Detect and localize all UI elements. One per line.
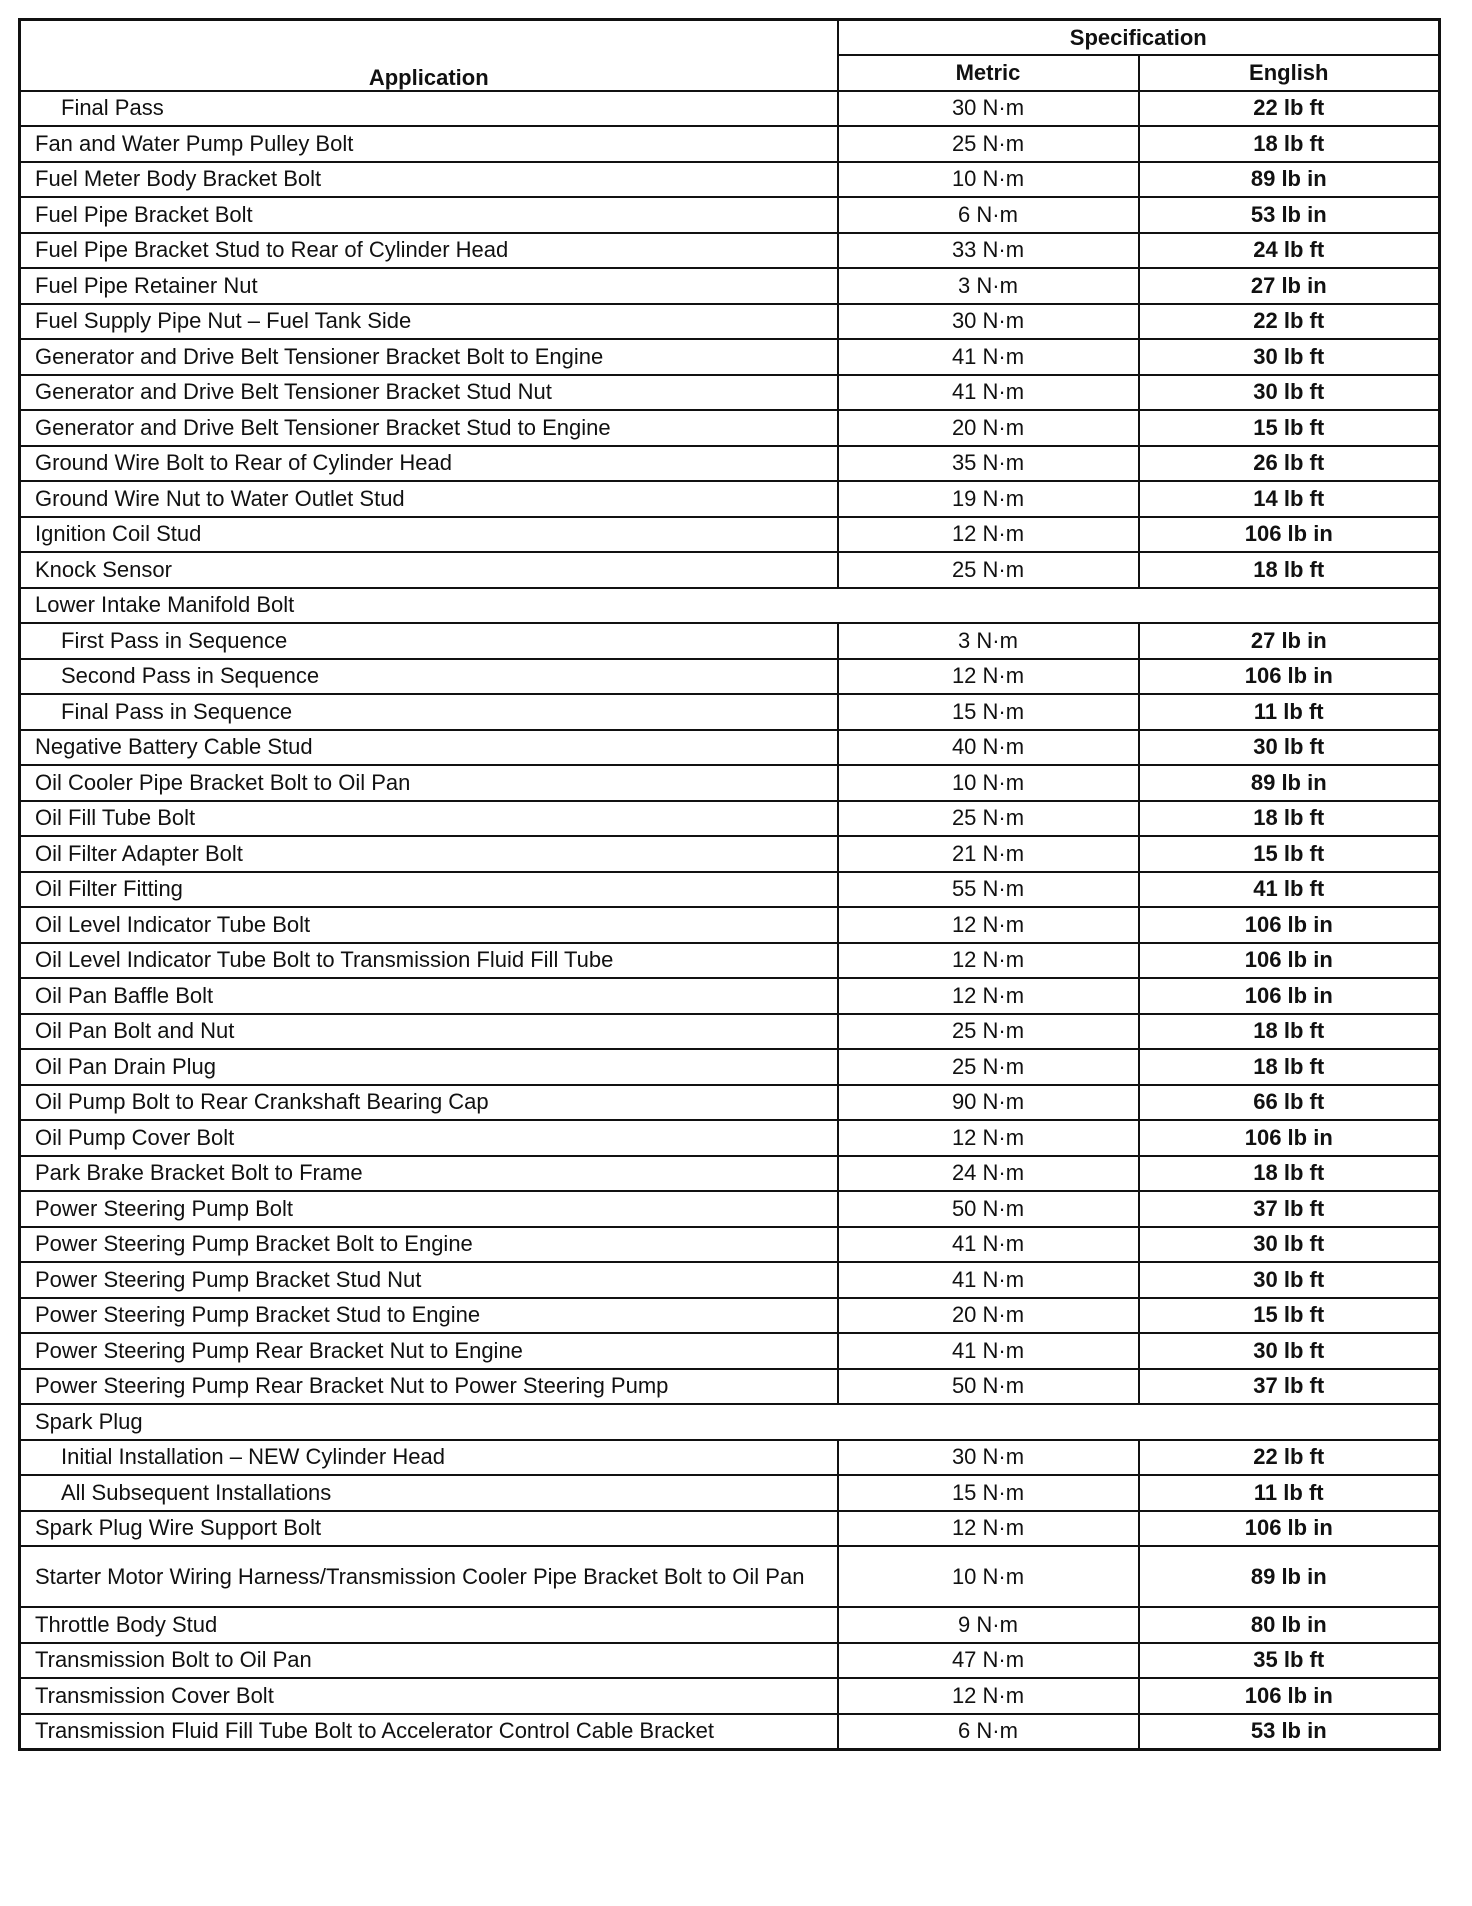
table-row (20, 659, 1440, 695)
table-row (20, 1262, 1440, 1298)
application-cell: Oil Level Indicator Tube Bolt to Transmission Fluid Fill Tube (20, 943, 838, 979)
table-header (20, 20, 1440, 91)
english-value-cell: 30 lb ft (1139, 1262, 1440, 1298)
english-value-cell: 89 lb in (1139, 1546, 1440, 1607)
application-cell: Generator and Drive Belt Tensioner Bracket Bolt to Engine (20, 339, 838, 375)
column-header-metric: Metric (838, 55, 1139, 91)
table-row (20, 304, 1440, 340)
application-cell: Park Brake Bracket Bolt to Frame (20, 1156, 838, 1192)
metric-value-cell: 20 N·m (838, 410, 1139, 446)
application-cell: Power Steering Pump Bracket Stud Nut (20, 1262, 838, 1298)
metric-value-cell: 10 N·m (838, 765, 1139, 801)
application-cell: Oil Level Indicator Tube Bolt (20, 907, 838, 943)
english-value-cell: 106 lb in (1139, 659, 1440, 695)
english-value-cell: 37 lb ft (1139, 1191, 1440, 1227)
metric-value-cell: 50 N·m (838, 1191, 1139, 1227)
application-cell: Oil Pump Cover Bolt (20, 1120, 838, 1156)
application-cell: Spark Plug Wire Support Bolt (20, 1511, 838, 1547)
metric-value-cell: 47 N·m (838, 1643, 1139, 1679)
metric-value-cell: 41 N·m (838, 339, 1139, 375)
metric-value-cell: 41 N·m (838, 1262, 1139, 1298)
english-value-cell: 11 lb ft (1139, 694, 1440, 730)
english-value-cell: 15 lb ft (1139, 1298, 1440, 1334)
application-cell: Oil Pan Baffle Bolt (20, 978, 838, 1014)
english-value-cell: 89 lb in (1139, 162, 1440, 198)
application-cell: Initial Installation – NEW Cylinder Head (20, 1440, 838, 1476)
table-row (20, 552, 1440, 588)
torque-spec-sheet (18, 18, 1438, 1751)
table-row (20, 375, 1440, 411)
table-row (20, 91, 1440, 127)
table-body (20, 91, 1440, 1750)
table-row (20, 446, 1440, 482)
metric-value-cell: 55 N·m (838, 872, 1139, 908)
metric-value-cell: 50 N·m (838, 1369, 1139, 1405)
table-row (20, 1227, 1440, 1263)
english-value-cell: 106 lb in (1139, 1678, 1440, 1714)
table-row (20, 162, 1440, 198)
application-cell: Ignition Coil Stud (20, 517, 838, 553)
table-row (20, 1607, 1440, 1643)
english-value-cell: 26 lb ft (1139, 446, 1440, 482)
metric-value-cell: 24 N·m (838, 1156, 1139, 1192)
metric-value-cell: 40 N·m (838, 730, 1139, 766)
application-cell: Ground Wire Bolt to Rear of Cylinder Head (20, 446, 838, 482)
metric-value-cell: 41 N·m (838, 1227, 1139, 1263)
application-cell: First Pass in Sequence (20, 623, 838, 659)
english-value-cell: 18 lb ft (1139, 1014, 1440, 1050)
english-value-cell: 106 lb in (1139, 907, 1440, 943)
application-cell: Power Steering Pump Bracket Bolt to Engine (20, 1227, 838, 1263)
english-value-cell: 89 lb in (1139, 765, 1440, 801)
torque-spec-table (18, 18, 1441, 1751)
metric-value-cell: 9 N·m (838, 1607, 1139, 1643)
table-row (20, 1014, 1440, 1050)
metric-value-cell: 12 N·m (838, 659, 1139, 695)
metric-value-cell: 20 N·m (838, 1298, 1139, 1334)
english-value-cell: 30 lb ft (1139, 375, 1440, 411)
application-cell: Negative Battery Cable Stud (20, 730, 838, 766)
application-cell: Transmission Bolt to Oil Pan (20, 1643, 838, 1679)
english-value-cell: 106 lb in (1139, 1120, 1440, 1156)
application-cell: Transmission Fluid Fill Tube Bolt to Accelerator Control Cable Bracket (20, 1714, 838, 1750)
metric-value-cell: 15 N·m (838, 694, 1139, 730)
table-row (20, 1049, 1440, 1085)
metric-value-cell: 12 N·m (838, 1511, 1139, 1547)
table-row (20, 1475, 1440, 1511)
application-cell: Generator and Drive Belt Tensioner Bracket Stud Nut (20, 375, 838, 411)
table-row (20, 268, 1440, 304)
metric-value-cell: 10 N·m (838, 1546, 1139, 1607)
table-row (20, 765, 1440, 801)
table-row (20, 623, 1440, 659)
application-cell: Oil Cooler Pipe Bracket Bolt to Oil Pan (20, 765, 838, 801)
application-cell: Power Steering Pump Bolt (20, 1191, 838, 1227)
column-header-application: Application (20, 20, 838, 91)
metric-value-cell: 12 N·m (838, 978, 1139, 1014)
english-value-cell: 30 lb ft (1139, 339, 1440, 375)
table-row (20, 1156, 1440, 1192)
table-row (20, 1714, 1440, 1750)
application-cell: Generator and Drive Belt Tensioner Bracket Stud to Engine (20, 410, 838, 446)
table-row (20, 410, 1440, 446)
english-value-cell: 18 lb ft (1139, 126, 1440, 162)
table-row (20, 730, 1440, 766)
metric-value-cell: 6 N·m (838, 1714, 1139, 1750)
english-value-cell: 106 lb in (1139, 943, 1440, 979)
application-cell: Ground Wire Nut to Water Outlet Stud (20, 481, 838, 517)
english-value-cell: 53 lb in (1139, 1714, 1440, 1750)
table-row (20, 1643, 1440, 1679)
application-cell: Second Pass in Sequence (20, 659, 838, 695)
english-value-cell: 37 lb ft (1139, 1369, 1440, 1405)
english-value-cell: 18 lb ft (1139, 1049, 1440, 1085)
table-row (20, 481, 1440, 517)
english-value-cell: 18 lb ft (1139, 552, 1440, 588)
english-value-cell: 30 lb ft (1139, 730, 1440, 766)
application-cell: All Subsequent Installations (20, 1475, 838, 1511)
english-value-cell: 14 lb ft (1139, 481, 1440, 517)
metric-value-cell: 35 N·m (838, 446, 1139, 482)
column-header-specification: Specification (838, 20, 1440, 56)
metric-value-cell: 12 N·m (838, 907, 1139, 943)
application-cell: Oil Filter Fitting (20, 872, 838, 908)
table-row (20, 978, 1440, 1014)
application-cell: Oil Pan Drain Plug (20, 1049, 838, 1085)
group-label: Spark Plug (20, 1404, 1440, 1440)
metric-value-cell: 30 N·m (838, 304, 1139, 340)
metric-value-cell: 3 N·m (838, 268, 1139, 304)
english-value-cell: 18 lb ft (1139, 1156, 1440, 1192)
metric-value-cell: 25 N·m (838, 126, 1139, 162)
application-cell: Final Pass in Sequence (20, 694, 838, 730)
metric-value-cell: 33 N·m (838, 233, 1139, 269)
application-cell: Oil Filter Adapter Bolt (20, 836, 838, 872)
application-cell: Oil Fill Tube Bolt (20, 801, 838, 837)
metric-value-cell: 21 N·m (838, 836, 1139, 872)
english-value-cell: 53 lb in (1139, 197, 1440, 233)
table-row (20, 943, 1440, 979)
application-cell: Fuel Pipe Retainer Nut (20, 268, 838, 304)
table-row (20, 836, 1440, 872)
table-row (20, 1120, 1440, 1156)
table-row (20, 872, 1440, 908)
english-value-cell: 18 lb ft (1139, 801, 1440, 837)
metric-value-cell: 41 N·m (838, 375, 1139, 411)
application-cell: Fuel Pipe Bracket Stud to Rear of Cylinder Head (20, 233, 838, 269)
metric-value-cell: 6 N·m (838, 197, 1139, 233)
metric-value-cell: 15 N·m (838, 1475, 1139, 1511)
table-row (20, 801, 1440, 837)
english-value-cell: 80 lb in (1139, 1607, 1440, 1643)
english-value-cell: 22 lb ft (1139, 91, 1440, 127)
application-cell: Power Steering Pump Bracket Stud to Engine (20, 1298, 838, 1334)
table-row (20, 233, 1440, 269)
application-cell: Transmission Cover Bolt (20, 1678, 838, 1714)
metric-value-cell: 41 N·m (838, 1333, 1139, 1369)
application-cell: Oil Pump Bolt to Rear Crankshaft Bearing Cap (20, 1085, 838, 1121)
table-group-row (20, 588, 1440, 624)
table-row (20, 907, 1440, 943)
english-value-cell: 22 lb ft (1139, 304, 1440, 340)
table-row (20, 1546, 1440, 1607)
application-cell: Power Steering Pump Rear Bracket Nut to Power Steering Pump (20, 1369, 838, 1405)
english-value-cell: 27 lb in (1139, 623, 1440, 659)
metric-value-cell: 12 N·m (838, 517, 1139, 553)
application-cell: Fuel Meter Body Bracket Bolt (20, 162, 838, 198)
application-cell: Knock Sensor (20, 552, 838, 588)
application-cell: Fan and Water Pump Pulley Bolt (20, 126, 838, 162)
english-value-cell: 11 lb ft (1139, 1475, 1440, 1511)
metric-value-cell: 12 N·m (838, 943, 1139, 979)
metric-value-cell: 25 N·m (838, 552, 1139, 588)
table-row (20, 1085, 1440, 1121)
english-value-cell: 106 lb in (1139, 517, 1440, 553)
english-value-cell: 41 lb ft (1139, 872, 1440, 908)
english-value-cell: 15 lb ft (1139, 410, 1440, 446)
application-cell: Oil Pan Bolt and Nut (20, 1014, 838, 1050)
column-header-english: English (1139, 55, 1440, 91)
english-value-cell: 30 lb ft (1139, 1227, 1440, 1263)
metric-value-cell: 25 N·m (838, 1014, 1139, 1050)
application-cell: Final Pass (20, 91, 838, 127)
table-row (20, 197, 1440, 233)
table-row (20, 339, 1440, 375)
english-value-cell: 22 lb ft (1139, 1440, 1440, 1476)
table-row (20, 1333, 1440, 1369)
table-row (20, 1298, 1440, 1334)
english-value-cell: 24 lb ft (1139, 233, 1440, 269)
metric-value-cell: 30 N·m (838, 91, 1139, 127)
english-value-cell: 35 lb ft (1139, 1643, 1440, 1679)
metric-value-cell: 30 N·m (838, 1440, 1139, 1476)
english-value-cell: 15 lb ft (1139, 836, 1440, 872)
metric-value-cell: 90 N·m (838, 1085, 1139, 1121)
application-cell: Fuel Pipe Bracket Bolt (20, 197, 838, 233)
english-value-cell: 106 lb in (1139, 1511, 1440, 1547)
table-row (20, 126, 1440, 162)
english-value-cell: 106 lb in (1139, 978, 1440, 1014)
table-row (20, 1369, 1440, 1405)
metric-value-cell: 25 N·m (838, 1049, 1139, 1085)
application-cell: Fuel Supply Pipe Nut – Fuel Tank Side (20, 304, 838, 340)
metric-value-cell: 3 N·m (838, 623, 1139, 659)
english-value-cell: 30 lb ft (1139, 1333, 1440, 1369)
table-row (20, 1440, 1440, 1476)
table-row (20, 1678, 1440, 1714)
application-cell: Power Steering Pump Rear Bracket Nut to Engine (20, 1333, 838, 1369)
metric-value-cell: 19 N·m (838, 481, 1139, 517)
metric-value-cell: 25 N·m (838, 801, 1139, 837)
metric-value-cell: 12 N·m (838, 1678, 1139, 1714)
table-row (20, 694, 1440, 730)
table-row (20, 517, 1440, 553)
table-row (20, 1511, 1440, 1547)
table-group-row (20, 1404, 1440, 1440)
application-cell: Starter Motor Wiring Harness/Transmission Cooler Pipe Bracket Bolt to Oil Pan (20, 1546, 838, 1607)
group-label: Lower Intake Manifold Bolt (20, 588, 1440, 624)
english-value-cell: 66 lb ft (1139, 1085, 1440, 1121)
metric-value-cell: 12 N·m (838, 1120, 1139, 1156)
application-cell: Throttle Body Stud (20, 1607, 838, 1643)
table-row (20, 1191, 1440, 1227)
english-value-cell: 27 lb in (1139, 268, 1440, 304)
metric-value-cell: 10 N·m (838, 162, 1139, 198)
